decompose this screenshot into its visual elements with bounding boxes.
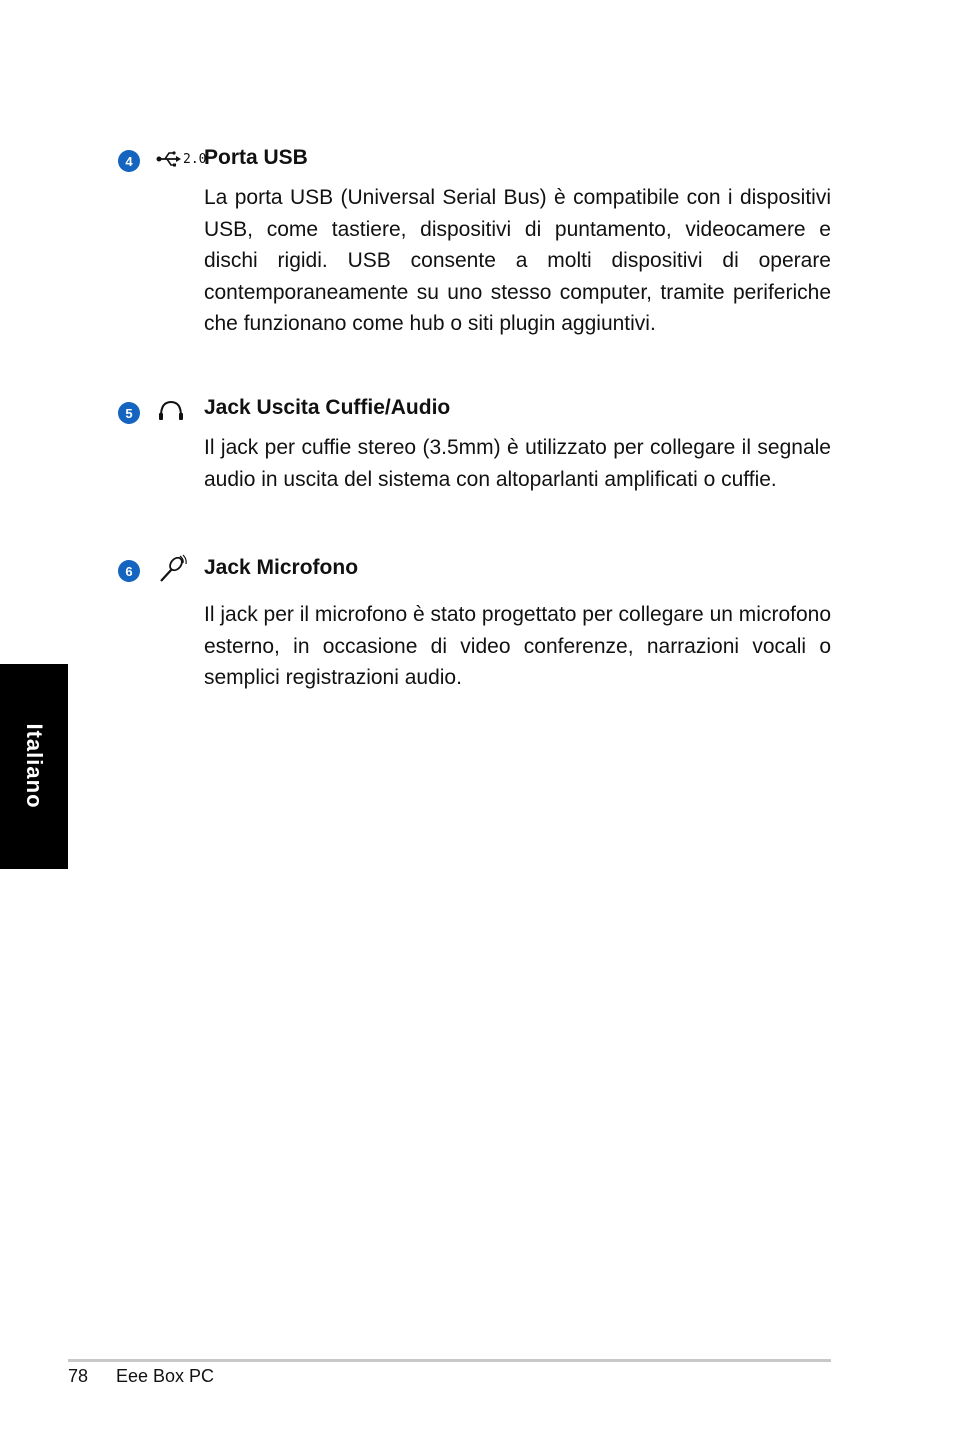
page-number: 78: [68, 1366, 89, 1386]
number-badge: 6: [118, 560, 140, 582]
headphone-icon: [156, 398, 186, 427]
footer-divider: [68, 1359, 831, 1362]
section-title: Porta USB: [204, 146, 308, 169]
section-body: Il jack per cuffie stereo (3.5mm) è utilizzato per collegare il segnale audio in uscita del sistema con altoparlanti amplificati o cuffie.: [204, 436, 831, 491]
number-badge: 4: [118, 150, 140, 172]
usb-version-label: 2.0: [183, 151, 207, 167]
number-badge: 5: [118, 402, 140, 424]
microphone-icon: [156, 554, 188, 589]
side-language-tab: [0, 664, 68, 869]
document-name: Eee Box PC: [116, 1366, 215, 1386]
usb-icon: [156, 148, 206, 170]
section-body: La porta USB (Universal Serial Bus) è compatibile con i dispositivi USB, come tastiere, dispositivi di puntamento, videocamere e dischi rigidi. USB consente a molti dispositivi di operare contemporaneamente su uno stesso computer, tramite periferiche che funzionano come hub o siti plugin aggiuntivi.: [204, 186, 831, 335]
section-body: Il jack per il microfono è stato progettato per collegare un microfono esterno, in occasione di video conferenze, narrazioni vocali o semplici registrazioni audio.: [204, 603, 831, 689]
section-title: Jack Microfono: [204, 556, 359, 579]
section-title: Jack Uscita Cuffie/Audio: [204, 396, 451, 419]
side-tab-label: Italiano: [22, 723, 47, 809]
